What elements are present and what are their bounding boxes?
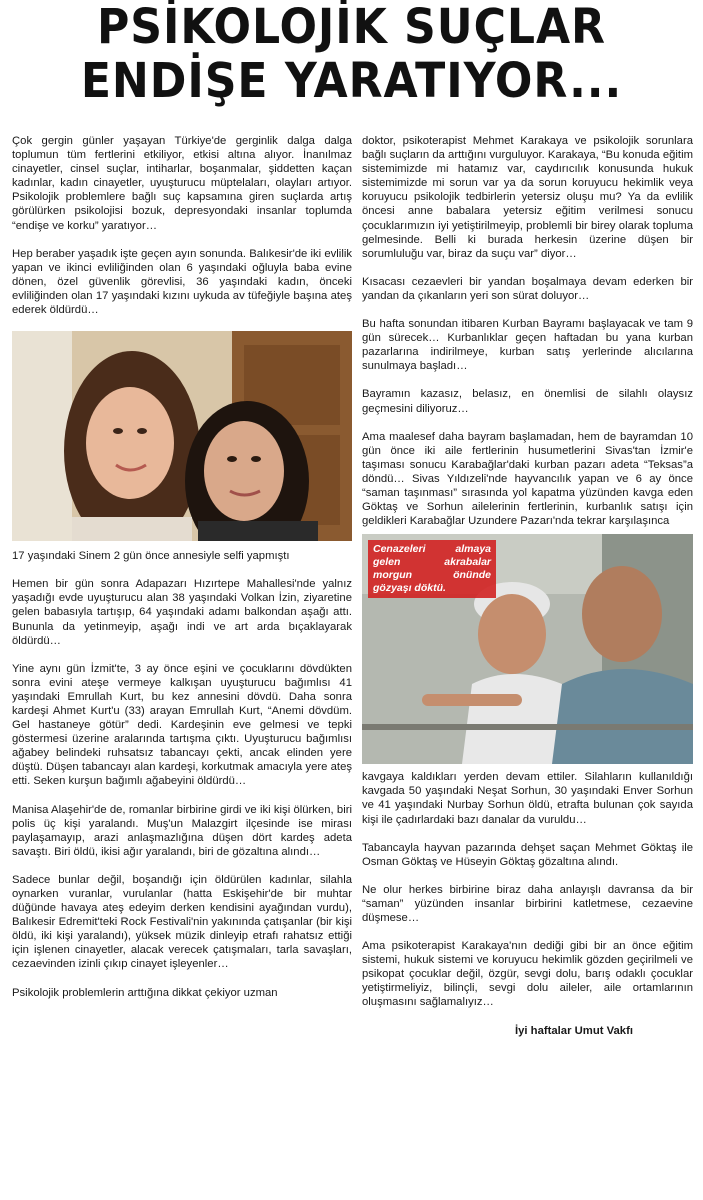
article-paragraph: Hep beraber yaşadık işte geçen ayın sonunda. Balıkesir'de iki evlilik yapan ve ikinci evliliğinden olan 6 yaşındaki oğluyla baba evine dönen, özel güvenlik görevlisi, 36 yaşındaki kadın, önceki evliliğinden olan 17 yaşındaki kızını uykuda av tüfeğiyle başına ateş ederek öldürdü… (12, 247, 352, 317)
article-paragraph: Kısacası cezaevleri bir yandan boşalmaya devam ederken bir yandan da çıkanların yeri son sürat doluyor… (362, 275, 693, 302)
left-column (12, 134, 352, 1014)
article-paragraph: Tabancayla hayvan pazarında dehşet saçan Mehmet Göktaş ile Osman Göktaş ve Hüseyin Göktaş gözaltına alındı. (362, 841, 693, 868)
article-paragraph: doktor, psikoterapist Mehmet Karakaya ve psikolojik sorunlara bağlı suçların da arttığını vurguluyor. Karakaya, “Bu konuda eğitim sistemimizde mi hatamız var, caydırıcılık konusunda hukuk sistemimizde mi sorun var ya da sorun koruyucu hekimlik veya koruyucu psikolojik tedbirlerin yetersiz oluşu mu? Ya da evlilik öncesi anne babalara yetersiz eğitim verilmesi sonucu çocuklarımızın iyi yetiştirilmeyip, problemli bir birey olarak topluma gelmesinde. Belli ki burada herkesin üzerine düşen bir sorumluluğu var, biraz da suçu var” diyor… (362, 135, 693, 260)
right-column (362, 134, 693, 1052)
article-paragraph: Sadece bunlar değil, boşandığı için öldürülen kadınlar, silahla oynarken vuranlar, vurulanlar (hatta Eskişehir'de bir muhtar düğünde havaya ateş edeyim derken kendisini ayağından vurdu), Balıkesir Edremit'teki Rock Festivali'nin yakınında çatışanlar (bir kişi öldü, iki kişi yaralandı), yüksek müzik dinleyip etrafı rahatsız ettiği için işlenen cinayetler, alacak verecek çatışmaları, tarla savaşları, cezaevinden izinli çıkıp cinayet işleyenler… (12, 873, 352, 971)
article-paragraph: Psikolojik problemlerin arttığına dikkat çekiyor uzman (12, 986, 278, 999)
article-paragraph: Ama psikoterapist Karakaya'nın dediği gibi bir an önce eğitim sistemi, hukuk sistemi ve koruyucu hekimlik gözden geçirilmeli ve psikopat çocuklar değil, özgür, sevgi dolu, barış odaklı çocuklar yetiştirmeliyiz, bilinçli, sevgi dolu aileler, aile ortamlarının oluşmasını sağlamalıyız… (362, 940, 693, 1009)
article-paragraph: Ama maalesef daha bayram başlamadan, hem de bayramdan 10 gün önce iki aile fertlerinin husumetlerini Sivas'tan İzmir'e taşıması sonucu Karabağlar'daki kurban pazarı adeta “Teksas”a döndü… Sivas Yıldızeli'nde hayvancılık yapan ve 6 ay önce “saman taşınması” sırasında yol kapatma yüzünden kavga eden Göktaş ve Sorhun ailelerinin fertlerinin, kurbanlık satışı için geldikleri Karabağlar Uzundere Pazarı'nda tekrar karşılaşınca (362, 430, 693, 528)
selfie-photo-illustration (12, 331, 352, 541)
article-paragraph: Hemen bir gün sonra Adapazarı Hızırtepe Mahallesi'nde yalnız yaşadığı evde uyuşturucu alan 38 yaşındaki Volkan İzin, ziyaretine gelen babasıyla tartışıp, 64 yaşındaki adamı balkondan aşağı attı. Bununla da yetinmeyip, aşağı indi ve art arda bıçaklayarak öldürdü… (12, 578, 352, 647)
headline-line-1: PSİKOLOJİK SUÇLAR (97, 0, 606, 55)
signature: İyi haftalar Umut Vakfı (514, 1024, 633, 1037)
article-paragraph: Ne olur herkes birbirine biraz daha anlayışlı davransa da bir “saman” yüzünden insanlar birbirini katletmese, cezaevine düşmese… (362, 883, 693, 924)
article-paragraph: Çok gergin günler yaşayan Türkiye'de gerginlik dalga dalga toplumun tüm fertlerini etkiliyor, etkisi altına alıyor. İnanılmaz cinayetler, cinsel suçlar, intiharlar, boşanmalar, şiddetten kaçan kadınlar, kadın cinayetler, uyuşturucu müptelaları, olayları artıyor. Psikolojik problemlere bağlı suç kapsamına giren suçlarda artış görülürken psikolojisi bozuk, depresyondaki insanlar toplumda “endişe ve korku” yaratıyor… (12, 135, 352, 232)
photo-overlay-caption: Cenazeleri almaya gelen akrabalar morgun önünde gözyaşı döktü. (368, 540, 496, 598)
article-paragraph: Manisa Alaşehir'de de, romanlar birbirine girdi ve iki kişi ölürken, biri polis üç kişi yaralandı. Muş'un Malazgirt ilçesinde ise mirası paylaşamayıp, arazi anlaşmazlığına düşen dört kardeş adeta savaştı. Biri öldü, ikisi ağır yaralandı, biri de gözaltına alındı… (12, 803, 352, 858)
article-paragraph: Bayramın kazasız, belasız, en önemlisi de silahlı olaysız geçmesini diliyoruz… (362, 388, 693, 415)
mourners-photo (362, 534, 693, 764)
article-paragraph: kavgaya kaldıkları yerden devam ettiler. Silahların kullanıldığı kavgada 50 yaşındaki Neşat Sorhun, 30 yaşındaki Enver Sorhun ve 41 yaşındaki Nurbay Sorhun öldü, etrafta bulunan çok sayıda kişi ile çadırlardaki bazı danalar da vuruldu… (362, 771, 693, 826)
headline-line-2: ENDİŞE YARATIYOR... (80, 53, 623, 109)
headline (28, 0, 675, 108)
article-paragraph: Yine aynı gün İzmit'te, 3 ay önce eşini ve çocuklarını dövdükten sonra evini ateşe vermeye kalkışan uyuşturucu bağımlısı 41 yaşındaki Emrullah Kurt, bu kez annesini dövdü. Daha sonra kardeşi Ahmet Kurt'u (33) arayan Emrullah Kurt, “Anemi dövdüm. Gel hastaneye götür” dedi. Kardeşinin eve gelmesi ve tepki göstermesi üzerine aralarında tartışma çıktı. Uyuşturucu bağımlısı ağabey belindeki ruhsatsız tabancayı çekti, ancak elinden yere düştü. Düşen tabancayı alan kardeşi, korkutmak amacıyla yere ateş etti. Seken kurşun bağımlı ağabeyini öldürdü… (12, 662, 352, 788)
selfie-photo (12, 331, 352, 541)
photo-caption: 17 yaşındaki Sinem 2 gün önce annesiyle selfi yapmıştı (12, 550, 290, 563)
article-paragraph: Bu hafta sonundan itibaren Kurban Bayramı başlayacak ve tam 9 gün sürecek… Kurbanlıklar geçen haftadan bu yana kurban pazarlarına indirilmeye, kurban satış yerlerinde alıcılarına sunulmaya başladı… (362, 318, 693, 373)
